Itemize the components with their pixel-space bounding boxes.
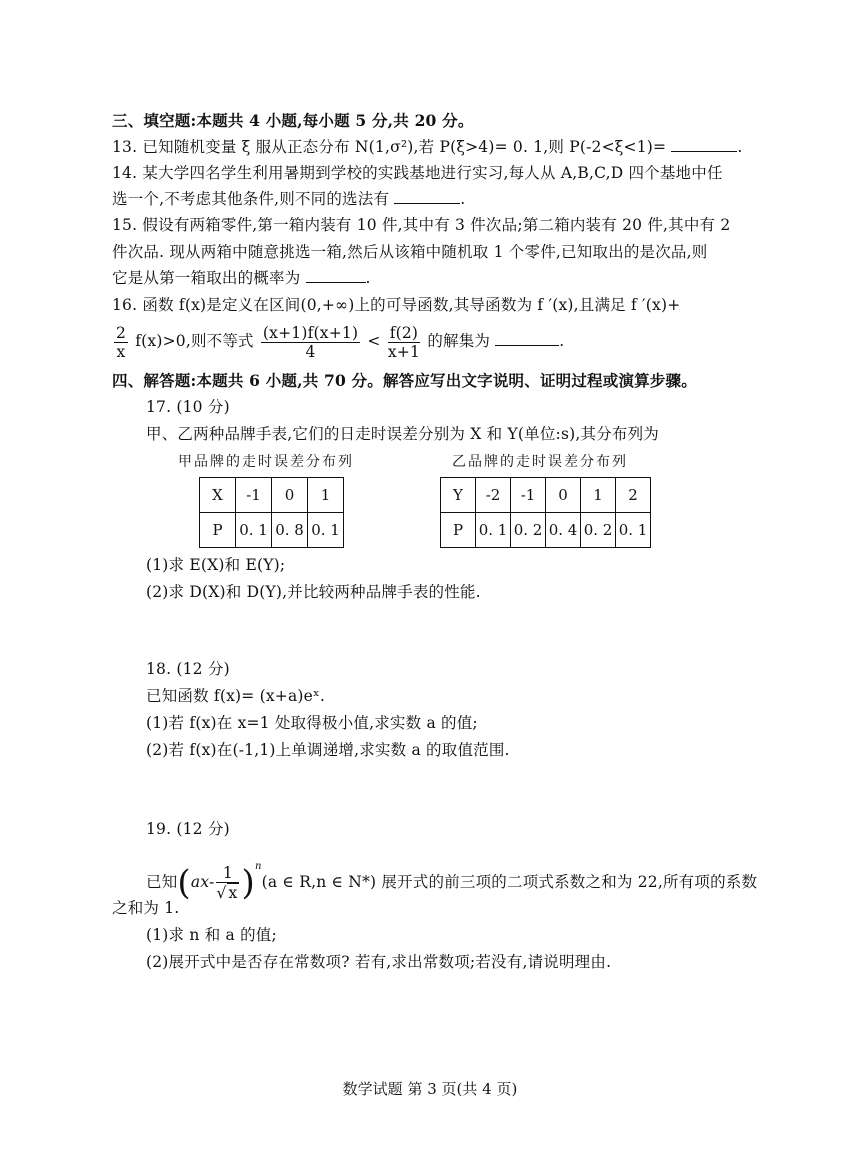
q16-frac3-den: x+1 [387, 342, 421, 361]
table-b-row-values [441, 478, 651, 513]
q15-answer-blank[interactable] [306, 268, 366, 283]
question-15-line2: 件次品. 现从两箱中随意挑选一箱,然后从该箱中随机取 1 个零件,已知取出的是次品,则 [112, 243, 708, 261]
q19-frac-den: √ x [216, 884, 238, 902]
right-paren-icon: ) [241, 863, 255, 903]
q17-number: 17. (10 分) [146, 398, 230, 416]
table-cell: -1 [236, 478, 272, 513]
q19-part1: (1)求 n 和 a 的值; [146, 926, 277, 944]
q19-expr-a: ax- [190, 873, 215, 891]
q13-end: . [737, 138, 743, 156]
q17-part1: (1)求 E(X)和 E(Y); [146, 556, 286, 574]
q16-frac1-den: x [116, 342, 126, 361]
q18-number: 18. (12 分) [146, 660, 230, 678]
q17-stem: 甲、乙两种品牌手表,它们的日走时误差分别为 X 和 Y(单位:s),其分布列为 [146, 425, 659, 443]
q16-fraction-2-over-x [114, 324, 128, 361]
table-cell: 0 [546, 478, 581, 513]
question-14-line1: 14. 某大学四名学生利用暑期到学校的实践基地进行实习,每人从 A,B,C,D 四个基地中任 [112, 164, 723, 182]
table-cell: 0. 1 [616, 513, 651, 548]
distribution-table-a [199, 477, 344, 548]
q14-text: 选一个,不考虑其他条件,则不同的选法有 [112, 190, 390, 208]
table-cell: 0. 2 [511, 513, 546, 548]
q13-answer-blank[interactable] [671, 137, 737, 152]
table-cell: 0. 4 [546, 513, 581, 548]
question-16-line1: 16. 函数 f(x)是定义在区间(0,+∞)上的可导函数,其导函数为 f ′(x),且满足 f ′(x)+ [112, 296, 681, 314]
table-cell: Y [441, 478, 476, 513]
q19-stem-line2: 之和为 1. [112, 899, 180, 917]
page-footer: 数学试题 第 3 页(共 4 页) [342, 1080, 518, 1098]
question-14-line2 [112, 189, 465, 209]
q19-stem-line1 [146, 845, 757, 904]
q19-sqrt-radicand: x [228, 884, 238, 902]
section4-heading: 四、解答题:本题共 6 小题,共 70 分。解答应写出文字说明、证明过程或演算步骤。 [112, 371, 697, 390]
section3-heading: 三、填空题:本题共 4 小题,每小题 5 分,共 20 分。 [112, 111, 474, 130]
q15-text: 它是从第一箱取出的概率为 [112, 269, 301, 287]
table-a-row-values [200, 478, 344, 513]
table-cell: 0. 1 [236, 513, 272, 548]
table-cell: 0. 1 [476, 513, 511, 548]
q14-end: . [460, 190, 466, 208]
table-cell: P [200, 513, 236, 548]
table-cell: 2 [616, 478, 651, 513]
q19-post: (a ∈ R,n ∈ N*) 展开式的前三项的二项式系数之和为 22,所有项的系数 [261, 873, 758, 891]
table-cell: 0. 1 [308, 513, 344, 548]
q19-exponent: n [254, 861, 262, 872]
q16-solution-set-label: 的解集为 [427, 332, 491, 350]
table-cell: P [441, 513, 476, 548]
table-a-row-probabilities [200, 513, 344, 548]
q19-part2: (2)展开式中是否存在常数项? 若有,求出常数项;若没有,请说明理由. [146, 953, 612, 971]
table-cell: -1 [511, 478, 546, 513]
question-16-line2 [112, 322, 564, 361]
q16-end: . [559, 332, 565, 350]
question-15-line1: 15. 假设有两箱零件,第一箱内装有 10 件,其中有 3 件次品;第二箱内装有 20 件,其中有 2 [112, 216, 731, 234]
q16-frac2-num: (x+1)f(x+1) [262, 323, 359, 342]
question-13 [112, 137, 743, 157]
table-cell: X [200, 478, 236, 513]
q19-frac-num: 1 [216, 864, 239, 883]
q19-pre: 已知 [146, 873, 178, 891]
table-b-row-probabilities [441, 513, 651, 548]
q16-frac3-num: f(2) [389, 323, 419, 342]
table-cell: 0. 8 [272, 513, 308, 548]
q18-stem: 已知函数 f(x)= (x+a)eˣ. [146, 687, 325, 705]
q19-number: 19. (12 分) [146, 820, 230, 838]
q16-answer-blank[interactable] [495, 331, 559, 346]
q18-part1: (1)若 f(x)在 x=1 处取得极小值,求实数 a 的值; [146, 714, 478, 732]
q15-end: . [365, 269, 371, 287]
distribution-table-b [440, 477, 651, 548]
table-cell: 1 [581, 478, 616, 513]
table-a-caption: 甲品牌的走时误差分布列 [178, 454, 354, 470]
table-cell: 1 [308, 478, 344, 513]
q16-mid-text: f(x)>0,则不等式 [135, 332, 254, 350]
q14-answer-blank[interactable] [394, 189, 460, 204]
question-15-line3 [112, 268, 371, 288]
q16-frac1-num: 2 [116, 323, 127, 342]
q18-part2: (2)若 f(x)在(-1,1)上单调递增,求实数 a 的取值范围. [146, 741, 510, 759]
q16-fraction-lhs [261, 324, 360, 361]
q17-part2: (2)求 D(X)和 D(Y),并比较两种品牌手表的性能. [146, 583, 481, 601]
q16-fraction-rhs [388, 324, 421, 361]
table-b-caption: 乙品牌的走时误差分布列 [452, 454, 628, 470]
table-cell: 0 [272, 478, 308, 513]
table-cell: 0. 2 [581, 513, 616, 548]
left-paren-icon: ( [177, 863, 191, 903]
table-cell: -2 [476, 478, 511, 513]
q19-fraction [216, 864, 239, 902]
q16-frac2-den: 4 [305, 342, 316, 361]
q16-less-than: < [367, 332, 381, 350]
q13-text: 13. 已知随机变量 ξ 服从正态分布 N(1,σ²),若 P(ξ>4)= 0. 1,则 P(-2<ξ<1)= [112, 138, 667, 156]
